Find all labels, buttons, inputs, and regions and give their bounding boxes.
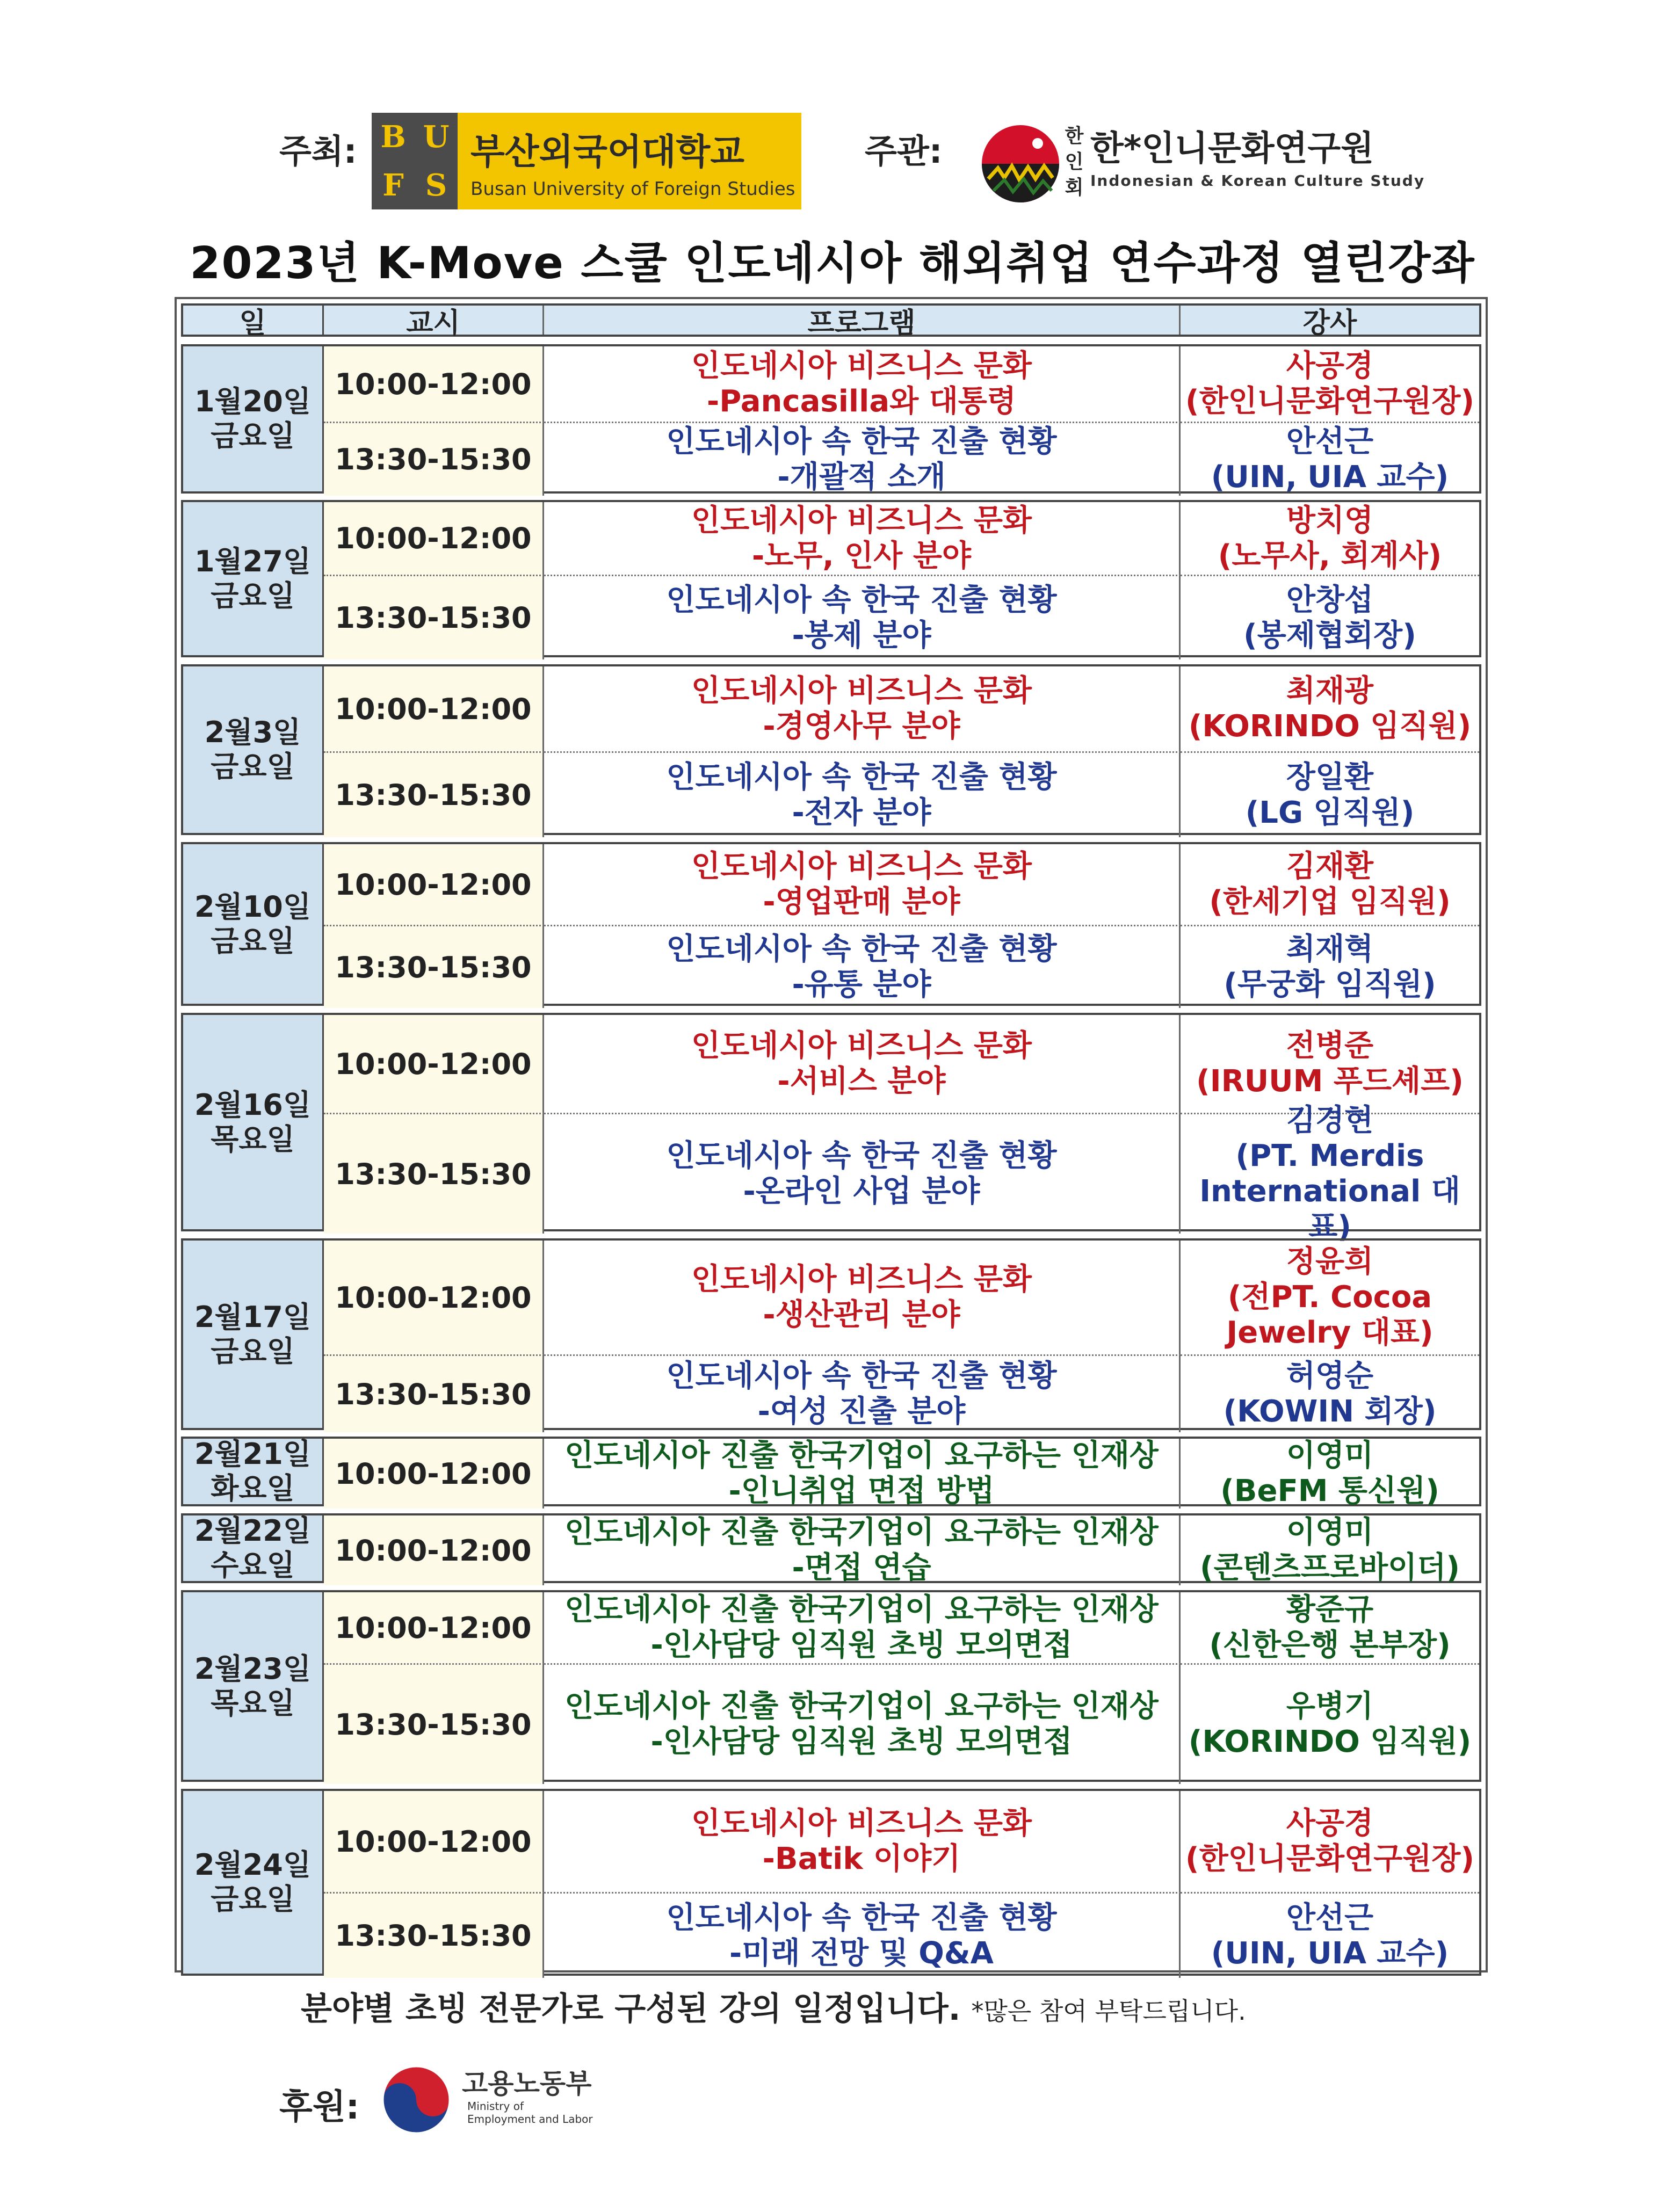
program-title: 인도네시아 진출 한국기업이 요구하는 인재상 [564, 1515, 1159, 1550]
session-time: 13:30-15:30 [335, 601, 532, 635]
program-subtitle: -인사담당 임직원 초빙 모의면접 [650, 1628, 1073, 1663]
day-cell [183, 844, 324, 1004]
program-cell [544, 575, 1181, 659]
instructor-affiliation: International 대표) [1199, 1174, 1460, 1244]
program-subtitle: -서비스 분야 [777, 1064, 946, 1099]
program-cell [544, 1113, 1181, 1234]
session-time-cell [324, 422, 544, 496]
instructor-affiliation: (UIN, UIA 교수) [1211, 1935, 1449, 1971]
session-time-cell [324, 1015, 544, 1113]
abbrev-char: 회 [1065, 177, 1084, 199]
program-title: 인도네시아 비즈니스 문화 [691, 1028, 1032, 1063]
instructor-cell [1181, 666, 1479, 751]
day-cell [183, 1515, 324, 1581]
instructor-name: 사공경 [1286, 1806, 1374, 1841]
instructor-name: 사공경 [1286, 349, 1374, 383]
program-title: 인도네시아 속 한국 진출 현황 [666, 1138, 1057, 1173]
day-group [181, 344, 1481, 494]
program-title: 인도네시아 비즈니스 문화 [691, 673, 1032, 708]
instructor-affiliation: (봉제협회장) [1243, 618, 1416, 653]
col-header-period: 교시 [324, 306, 544, 335]
bufs-letter: F [382, 168, 404, 203]
session-time-cell [324, 666, 544, 751]
day-cell [183, 502, 324, 655]
session-time-cell [324, 1113, 544, 1234]
instructor-cell [1181, 1892, 1479, 1978]
program-subtitle: -경영사무 분야 [763, 709, 960, 744]
bufs-letter: S [425, 168, 447, 203]
session-time: 10:00-12:00 [335, 1280, 532, 1315]
session-time: 10:00-12:00 [335, 521, 532, 555]
program-cell [544, 346, 1181, 422]
program-cell [544, 1592, 1181, 1663]
program-cell [544, 1892, 1181, 1978]
program-title: 인도네시아 비즈니스 문화 [691, 349, 1032, 383]
program-subtitle: -미래 전망 및 Q&A [729, 1935, 994, 1971]
instructor-cell [1181, 346, 1479, 422]
instructor-name: 김재환 [1286, 849, 1374, 884]
session-time-cell [324, 502, 544, 575]
program-cell [544, 1241, 1181, 1354]
session-time: 10:00-12:00 [335, 1047, 532, 1081]
program-cell [544, 751, 1181, 837]
session-time-cell [324, 1241, 544, 1354]
program-cell [544, 1015, 1181, 1113]
day-weekday: 금요일 [211, 578, 295, 613]
program-subtitle: -영업판매 분야 [763, 884, 960, 919]
day-date: 2월22일 [194, 1514, 312, 1548]
day-weekday: 목요일 [211, 1122, 295, 1156]
instructor-cell [1181, 925, 1479, 1008]
abbrev-char: 한 [1065, 125, 1084, 147]
instructor-affiliation: (무궁화 임직원) [1224, 967, 1436, 1002]
instructor-affiliation: (한인니문화연구원장) [1185, 1841, 1475, 1876]
session-time-cell [324, 925, 544, 1008]
session-time: 13:30-15:30 [335, 443, 532, 476]
program-subtitle: -인사담당 임직원 초빙 모의면접 [650, 1724, 1073, 1759]
session-time-cell [324, 346, 544, 422]
session-time-cell [324, 1515, 544, 1585]
program-title: 인도네시아 비즈니스 문화 [691, 1262, 1032, 1297]
session-time: 13:30-15:30 [335, 778, 532, 812]
day-cell [183, 666, 324, 833]
program-subtitle: -Batik 이야기 [762, 1841, 961, 1876]
institute-logo-icon [972, 115, 1069, 212]
instructor-name: 최재광 [1286, 673, 1374, 708]
day-group [181, 1238, 1481, 1430]
program-title: 인도네시아 진출 한국기업이 요구하는 인재상 [564, 1689, 1159, 1724]
page-title: 2023년 K-Move 스쿨 인도네시아 해외취업 연수과정 열린강좌 [190, 238, 1475, 289]
instructor-cell [1181, 422, 1479, 496]
footer-note [301, 1983, 1246, 2029]
program-title: 인도네시아 진출 한국기업이 요구하는 인재상 [564, 1438, 1159, 1473]
day-group [181, 1513, 1481, 1583]
day-date: 1월20일 [194, 385, 312, 418]
instructor-affiliation: (KOWIN 회장) [1223, 1394, 1437, 1429]
program-cell [544, 666, 1181, 751]
session-time-cell [324, 1592, 544, 1663]
day-group [181, 1789, 1481, 1976]
instructor-cell [1181, 1791, 1479, 1892]
instructor-affiliation: (BeFM 통신원) [1220, 1474, 1439, 1508]
footer-note-main: 분야별 초빙 전문가로 구성된 강의 일정입니다. [301, 1990, 961, 2028]
instructor-cell [1181, 751, 1479, 837]
program-title: 인도네시아 속 한국 진출 현황 [666, 424, 1057, 459]
day-weekday: 화요일 [211, 1471, 295, 1505]
day-weekday: 금요일 [211, 1882, 295, 1916]
col-header-day: 일 [183, 306, 324, 335]
program-title: 인도네시아 비즈니스 문화 [691, 849, 1032, 884]
ministry-en-line: Employment and Labor [467, 2113, 593, 2126]
program-cell [544, 1663, 1181, 1784]
program-subtitle: -온라인 사업 분야 [743, 1174, 980, 1209]
program-title: 인도네시아 비즈니스 문화 [691, 1806, 1032, 1841]
day-date: 2월16일 [194, 1087, 312, 1122]
day-group [181, 500, 1481, 657]
bufs-name-en: Busan University of Foreign Studies [470, 178, 795, 200]
session-time-cell [324, 751, 544, 837]
program-cell [544, 422, 1181, 496]
instructor-affiliation: (한인니문화연구원장) [1185, 384, 1475, 419]
organizer-label: 주관: [865, 132, 943, 171]
day-group [181, 1437, 1481, 1506]
session-time-cell [324, 844, 544, 925]
instructor-name: 장일환 [1286, 759, 1374, 795]
instructor-affiliation: Jewelry 대표) [1226, 1315, 1434, 1350]
session-time: 13:30-15:30 [335, 1157, 532, 1191]
day-date: 2월10일 [194, 889, 312, 924]
instructor-cell [1181, 575, 1479, 659]
institute-name: 한*인니문화연구원 [1090, 129, 1374, 169]
session-time: 13:30-15:30 [335, 1377, 532, 1411]
day-weekday: 금요일 [211, 419, 295, 453]
session-time-cell [324, 575, 544, 659]
day-date: 2월24일 [194, 1848, 312, 1882]
program-cell [544, 1791, 1181, 1892]
instructor-cell [1181, 1241, 1479, 1354]
host-label: 주최: [279, 132, 357, 171]
col-header-instructor: 강사 [1302, 307, 1357, 339]
program-title: 인도네시아 속 한국 진출 현황 [666, 932, 1057, 967]
taegeuk-logo-icon [376, 2059, 457, 2140]
instructor-affiliation: (IRUUM 푸드셰프) [1196, 1064, 1464, 1099]
session-time: 10:00-12:00 [335, 867, 532, 902]
session-time-cell [324, 1663, 544, 1784]
bufs-monogram [372, 113, 458, 209]
session-time: 10:00-12:00 [335, 1533, 532, 1568]
program-title: 인도네시아 속 한국 진출 현황 [666, 1900, 1057, 1935]
day-date: 2월21일 [194, 1437, 312, 1471]
session-time: 10:00-12:00 [335, 1611, 532, 1645]
instructor-affiliation: (KORINDO 임직원) [1188, 709, 1472, 744]
instructor-cell [1181, 1015, 1479, 1113]
instructor-name: 정윤희 [1286, 1244, 1374, 1279]
day-group [181, 664, 1481, 835]
program-cell [544, 1439, 1181, 1508]
instructor-name: 전병준 [1286, 1028, 1374, 1063]
day-date: 2월3일 [204, 715, 301, 749]
bufs-name-ko: 부산외국어대학교 [470, 130, 745, 172]
session-time: 13:30-15:30 [335, 1707, 532, 1742]
day-date: 2월23일 [194, 1651, 312, 1686]
day-date: 2월17일 [194, 1300, 312, 1334]
session-time: 10:00-12:00 [335, 1456, 532, 1491]
instructor-cell [1181, 1439, 1479, 1508]
schedule-table [175, 297, 1488, 1972]
bufs-letter: U [423, 119, 450, 155]
day-weekday: 금요일 [211, 1334, 295, 1368]
instructor-affiliation: (노무사, 회계사) [1218, 538, 1442, 574]
institute-name-en: Indonesian & Korean Culture Study [1090, 172, 1425, 190]
ministry-en-line: Ministry of [467, 2100, 524, 2113]
instructor-name: 김경현 [1286, 1103, 1374, 1138]
day-cell [183, 1241, 324, 1428]
day-cell [183, 1592, 324, 1780]
day-weekday: 수요일 [211, 1548, 295, 1582]
session-time: 10:00-12:00 [335, 1824, 532, 1859]
program-subtitle: -전자 분야 [792, 795, 931, 830]
day-group [181, 1013, 1481, 1244]
program-title: 인도네시아 속 한국 진출 현황 [666, 582, 1057, 618]
program-cell [544, 502, 1181, 575]
program-subtitle: -유통 분야 [792, 967, 931, 1002]
program-subtitle: -노무, 인사 분야 [751, 538, 972, 574]
program-subtitle: -개괄적 소개 [777, 459, 946, 495]
footer-note-small: *많은 참여 부탁드립니다. [971, 1997, 1246, 2026]
instructor-name: 최재혁 [1286, 932, 1374, 967]
instructor-cell [1181, 1663, 1479, 1784]
instructor-cell [1181, 1103, 1479, 1244]
program-cell [544, 1354, 1181, 1432]
program-subtitle: -Pancasilla와 대통령 [706, 384, 1016, 419]
instructor-affiliation: (한세기업 임직원) [1209, 884, 1451, 919]
day-cell [183, 346, 324, 491]
program-cell [544, 844, 1181, 925]
program-title: 인도네시아 비즈니스 문화 [691, 503, 1032, 538]
day-cell [183, 1791, 324, 1974]
program-subtitle: -여성 진출 분야 [757, 1394, 966, 1429]
session-time: 13:30-15:30 [335, 950, 532, 984]
day-weekday: 목요일 [211, 1686, 295, 1720]
ministry-name-en [467, 2100, 593, 2126]
instructor-name: 허영순 [1286, 1359, 1374, 1394]
day-weekday: 금요일 [211, 750, 295, 784]
program-cell [544, 1515, 1181, 1585]
instructor-name: 안선근 [1286, 424, 1374, 459]
instructor-affiliation: (KORINDO 임직원) [1188, 1724, 1472, 1759]
abbrev-char: 인 [1065, 151, 1084, 173]
program-subtitle: -생산관리 분야 [763, 1297, 960, 1332]
instructor-name: 이영미 [1286, 1438, 1374, 1473]
instructor-affiliation: (UIN, UIA 교수) [1211, 459, 1449, 495]
instructor-name: 황준규 [1286, 1592, 1374, 1627]
sponsor-label: 후원: [279, 2087, 360, 2127]
instructor-cell [1181, 1354, 1479, 1432]
session-time-cell [324, 1791, 544, 1892]
ministry-name: 고용노동부 [462, 2068, 592, 2099]
instructor-affiliation: (PT. Merdis [1235, 1138, 1424, 1173]
instructor-cell [1181, 844, 1479, 925]
program-subtitle: -면접 연습 [792, 1550, 931, 1585]
day-cell [183, 1015, 324, 1229]
day-group [181, 1590, 1481, 1782]
instructor-affiliation: (신한은행 본부장) [1209, 1628, 1451, 1663]
session-time: 10:00-12:00 [335, 692, 532, 726]
instructor-name: 방치영 [1286, 503, 1374, 538]
session-time-cell [324, 1439, 544, 1508]
program-title: 인도네시아 진출 한국기업이 요구하는 인재상 [564, 1592, 1159, 1627]
program-subtitle: -봉제 분야 [792, 618, 931, 653]
instructor-name: 이영미 [1286, 1515, 1374, 1550]
table-header-row [181, 303, 1481, 337]
bufs-letter: B [380, 119, 406, 155]
day-group [181, 842, 1481, 1006]
program-cell [544, 925, 1181, 1008]
instructor-name: 안선근 [1286, 1900, 1374, 1935]
col-header-program: 프로그램 [544, 306, 1181, 335]
day-date: 1월27일 [194, 544, 312, 578]
instructor-name: 안창섭 [1286, 582, 1374, 618]
instructor-affiliation: (LG 임직원) [1245, 795, 1415, 830]
instructor-cell [1181, 502, 1479, 575]
session-time: 10:00-12:00 [335, 367, 532, 401]
instructor-cell [1181, 1592, 1479, 1663]
session-time: 13:30-15:30 [335, 1919, 532, 1953]
day-cell [183, 1439, 324, 1504]
program-title: 인도네시아 속 한국 진출 현황 [666, 1359, 1057, 1394]
bufs-logo [372, 113, 801, 209]
instructor-affiliation: (콘텐츠프로바이더) [1200, 1550, 1460, 1585]
program-subtitle: -인니취업 면접 방법 [728, 1474, 995, 1508]
instructor-name: 우병기 [1286, 1689, 1374, 1724]
institute-abbrev [1061, 124, 1088, 201]
day-weekday: 금요일 [211, 924, 295, 958]
instructor-cell [1181, 1515, 1479, 1585]
program-title: 인도네시아 속 한국 진출 현황 [666, 759, 1057, 795]
session-time-cell [324, 1354, 544, 1432]
instructor-affiliation: (전PT. Cocoa [1227, 1280, 1432, 1315]
session-time-cell [324, 1892, 544, 1978]
